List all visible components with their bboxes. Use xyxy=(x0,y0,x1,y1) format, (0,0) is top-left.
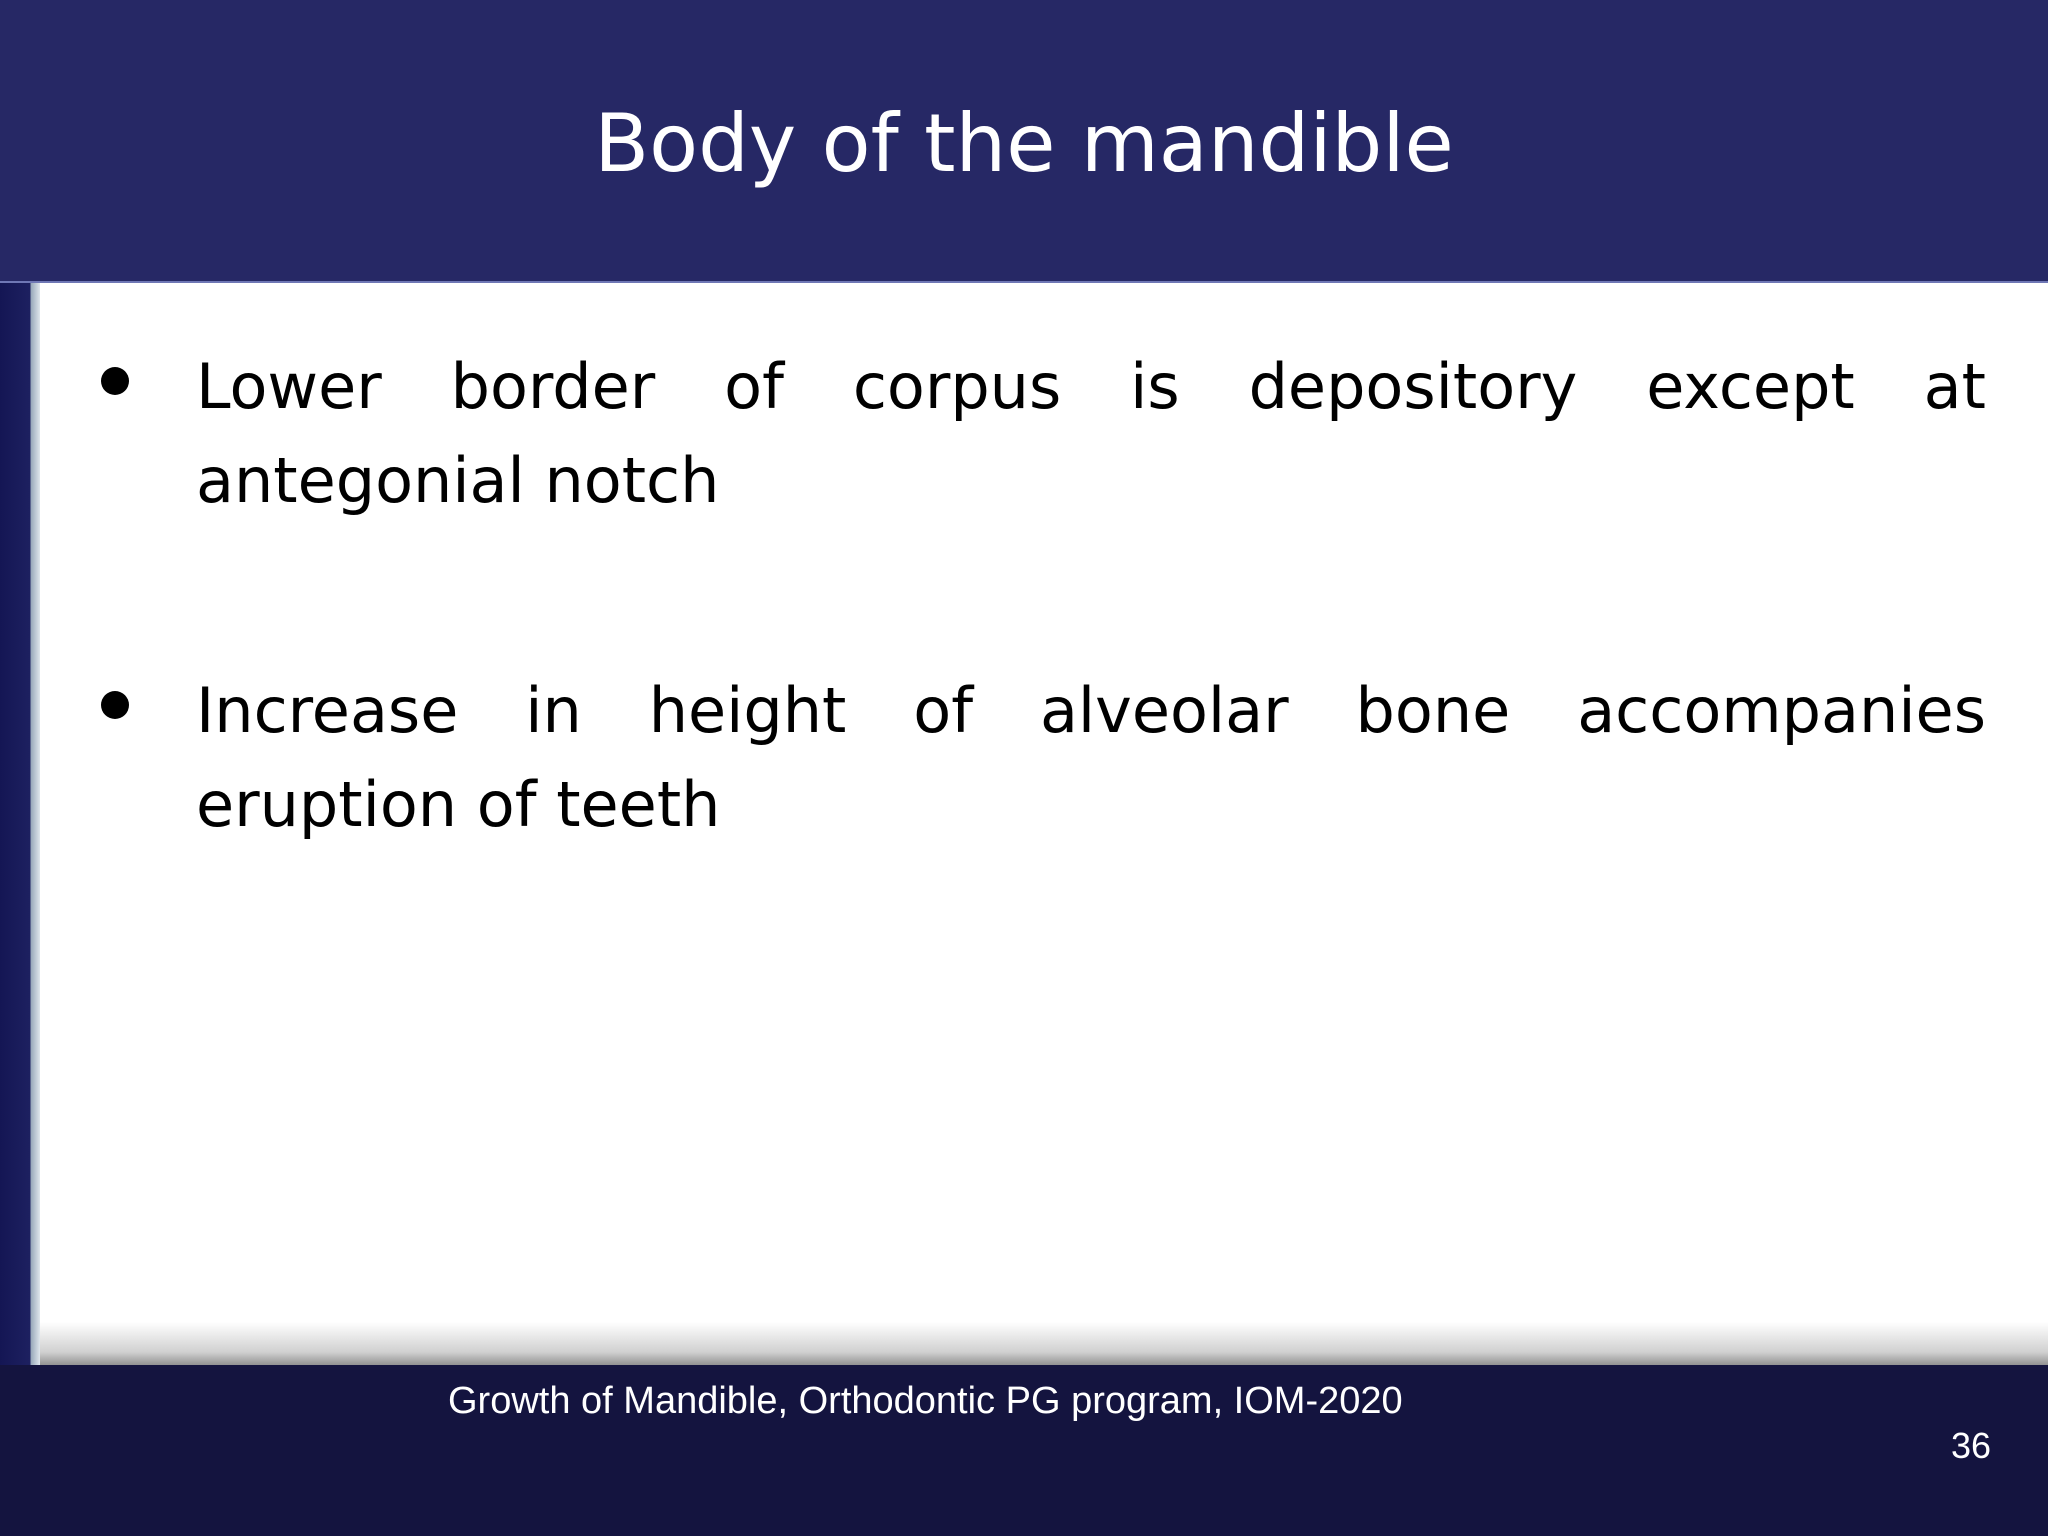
slide-title: Body of the mandible xyxy=(594,97,1454,190)
bullet-line: eruption of teeth xyxy=(196,768,721,841)
bullet-dot-icon xyxy=(101,367,129,395)
title-bar xyxy=(0,0,2048,283)
bullet-word: accompanies xyxy=(1577,674,1986,747)
bullet-text xyxy=(196,340,1986,528)
bullet-word: in xyxy=(525,674,582,747)
bullet-word: of xyxy=(724,350,784,423)
bullet-word: Increase xyxy=(196,674,459,747)
bullet-text xyxy=(196,664,1986,852)
bullet-word: except xyxy=(1646,350,1855,423)
bullet-word: is xyxy=(1130,350,1180,423)
left-decorative-rail xyxy=(0,283,40,1365)
bullet-line: antegonial notch xyxy=(196,444,720,517)
bullet-word: alveolar xyxy=(1039,674,1289,747)
bullet-word: at xyxy=(1923,350,1986,423)
bullet-word: corpus xyxy=(852,350,1062,423)
bullet-line xyxy=(196,340,1986,434)
bullet-word: depository xyxy=(1248,350,1578,423)
bullet-word: border xyxy=(450,350,656,423)
bullet-word: Lower xyxy=(196,350,382,423)
bullet-word: of xyxy=(913,674,974,747)
bullet-dot-icon xyxy=(101,691,129,719)
bullet-word: bone xyxy=(1355,674,1511,747)
bullet-word: height xyxy=(648,674,847,747)
footer-text: Growth of Mandible, Orthodontic PG program, IOM-2020 xyxy=(448,1380,1403,1422)
bullet-line xyxy=(196,664,1986,758)
footer-shadow xyxy=(40,1322,2048,1365)
slide-number: 36 xyxy=(1950,1425,1991,1466)
